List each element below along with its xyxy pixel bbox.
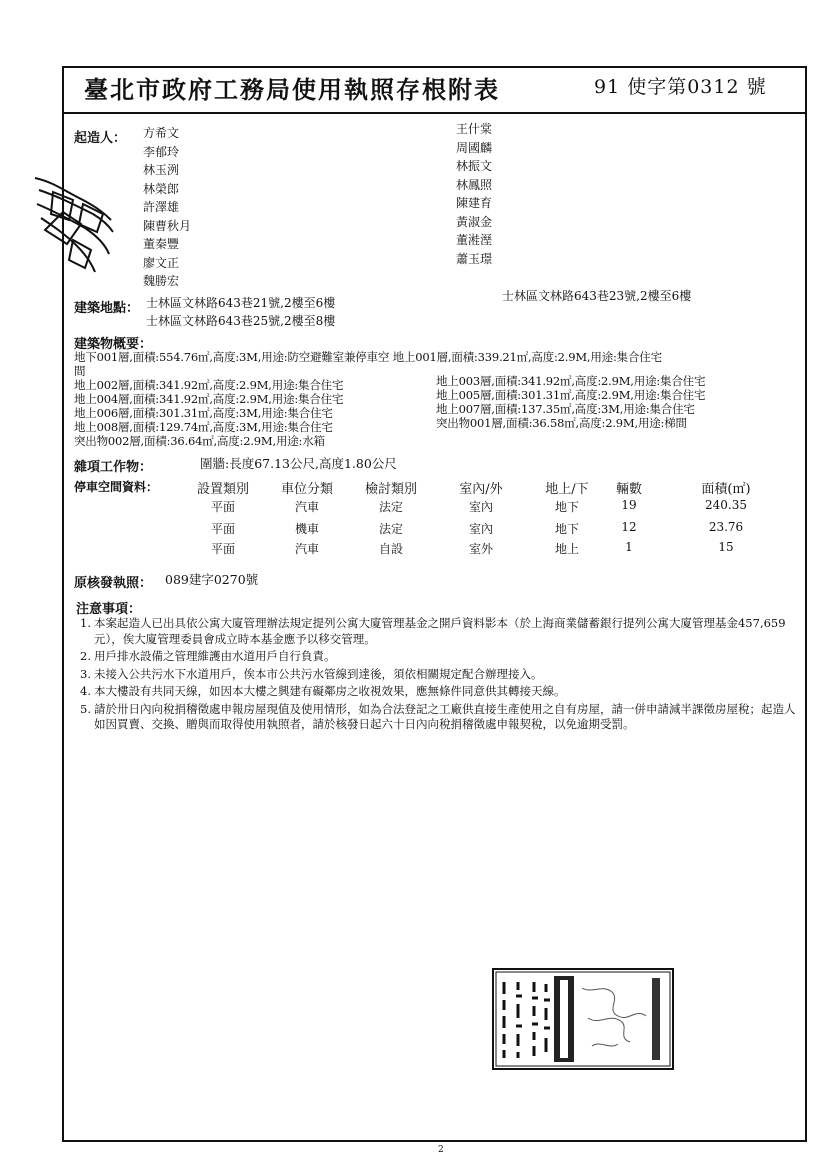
parking-cell: 汽車 [294, 500, 319, 514]
note-number: 4. [80, 684, 91, 698]
parking-cell: 平面 [210, 500, 235, 514]
misc-label: 雜項工作物： [74, 460, 153, 475]
overview-right-list [436, 374, 705, 430]
site-address: 士林區文林路643巷25號,2樓至8樓 [146, 314, 336, 328]
parking-cell: 地上 [554, 542, 579, 556]
parking-cell: 1 [625, 540, 633, 554]
site-address-right: 士林區文林路643巷23號,2樓至6樓 [502, 289, 692, 303]
floor-entry: 地上007層,面積:137.35㎡,高度:3M,用途:集合住宅 [436, 402, 695, 416]
applicant-name: 陳建育 [456, 196, 493, 210]
official-seal-stamp [492, 968, 674, 1070]
parking-cell: 機車 [294, 522, 319, 536]
parking-cell: 法定 [378, 522, 403, 536]
original-license-label: 原核發執照： [74, 576, 153, 591]
parking-cell: 平面 [210, 542, 235, 556]
applicant-name: 李郁玲 [143, 144, 180, 159]
document-number: 91 使字第0312 號 [594, 76, 767, 98]
note-item [80, 684, 796, 700]
parking-header-cell: 車位分類 [280, 482, 333, 497]
notes-list [80, 616, 796, 735]
notes-label: 注意事項： [76, 602, 142, 617]
applicant-name: 蕭玉璟 [456, 251, 493, 266]
overview-label: 建築物概要： [74, 337, 153, 352]
floor-entry: 突出物001層,面積:36.58㎡,高度:2.9M,用途:梯間 [436, 416, 687, 430]
site-address: 士林區文林路643巷21號,2樓至6樓 [146, 296, 336, 310]
parking-header-cell: 室內/外 [459, 482, 503, 497]
applicant-name: 林玉洌 [143, 163, 180, 177]
parking-cell: 19 [621, 498, 637, 512]
parking-cell: 室內 [468, 500, 493, 514]
title-divider [64, 112, 805, 114]
edge-scribble-mark [33, 170, 123, 280]
note-text: 本大樓設有共同天線，如因本大樓之興建有礙鄰房之收視效果，應無條件同意供其轉接天線。 [94, 684, 566, 698]
applicants-right-list [456, 120, 492, 268]
document-title: 臺北市政府工務局使用執照存根附表 [84, 75, 500, 104]
applicant-name: 方希文 [143, 126, 180, 140]
parking-cell: 地下 [554, 500, 579, 514]
misc-value: 圍牆:長度67.13公尺,高度1.80公尺 [200, 456, 397, 471]
parking-cell: 法定 [378, 500, 403, 514]
parking-header-cell: 設置類別 [196, 482, 249, 497]
applicant-name: 許澤雄 [143, 200, 180, 214]
applicants-left-list [143, 124, 191, 291]
floor-entry: 突出物002層,面積:36.64㎡,高度:2.9M,用途:水箱 [74, 434, 325, 448]
floor-entry: 地上003層,面積:341.92㎡,高度:2.9M,用途:集合住宅 [436, 374, 706, 388]
note-number: 2. [80, 649, 91, 663]
floor-entry: 地上002層,面積:341.92㎡,高度:2.9M,用途:集合住宅 [74, 378, 344, 392]
applicants-label: 起造人： [74, 131, 127, 146]
applicant-name: 廖文正 [143, 255, 180, 270]
site-address-list [146, 294, 335, 330]
parking-cell: 地下 [554, 522, 579, 536]
original-license-value: 089建字0270號 [165, 572, 259, 587]
applicant-name: 魏勝宏 [143, 274, 180, 288]
note-item [80, 649, 796, 665]
parking-cell: 12 [621, 520, 637, 534]
parking-header-cell: 面積(㎡) [701, 482, 751, 497]
parking-cell: 240.35 [705, 498, 747, 512]
parking-cell: 23.76 [708, 520, 744, 534]
applicant-name: 董溎溼 [456, 233, 493, 247]
applicant-name: 董秦豐 [143, 237, 180, 251]
applicant-name: 周國麟 [456, 140, 493, 155]
note-item [80, 702, 796, 733]
parking-cell: 室外 [468, 542, 493, 556]
overview-line: 地下001層,面積:554.76㎡,高度:3M,用途:防空避難室兼停車空 地上001層,面積:339.21㎡,高度:2.9M,用途:集合住宅 [74, 350, 662, 364]
overview-line-continuation: 間 [74, 364, 86, 378]
note-number: 5. [80, 701, 91, 716]
floor-entry: 地上004層,面積:341.92㎡,高度:2.9M,用途:集合住宅 [74, 392, 344, 406]
overview-left-list [74, 378, 343, 448]
note-item [80, 616, 796, 647]
note-number: 1. [80, 616, 91, 630]
parking-header-cell: 輛數 [615, 482, 642, 497]
note-text: 未接入公共污水下水道用戶，俟本市公共污水管線到達後，須依相關規定配合辦理接入。 [94, 666, 543, 681]
parking-cell: 汽車 [294, 542, 319, 556]
applicant-name: 林榮郎 [143, 181, 180, 196]
note-text: 用戶排水設備之管理維護由水道用戶自行負責。 [94, 649, 336, 663]
floor-entry: 地上008層,面積:129.74㎡,高度:3M,用途:集合住宅 [74, 420, 333, 434]
floor-entry: 地上006層,面積:301.31㎡,高度:3M,用途:集合住宅 [74, 406, 333, 420]
note-item [80, 667, 796, 683]
page-number: 2 [438, 1145, 444, 1155]
applicant-name: 王什棠 [456, 122, 493, 136]
parking-cell: 平面 [210, 522, 235, 536]
applicant-name: 黃淑金 [456, 214, 493, 229]
parking-cell: 自設 [378, 542, 403, 556]
note-text: 請於卅日內向稅捐稽徵處申報房屋現值及使用情形，如為合法登記之工廠供直接生產使用之自有房屋，請一併申請減半課徵房屋稅；起造人如因買賣、交換、贈與而取得使用執照者，請於核發日起六十日內向稅捐稽徵處申報契稅，以免逾期受罰。 [94, 701, 796, 731]
parking-cell: 15 [718, 540, 734, 554]
parking-cell: 室內 [468, 522, 493, 536]
applicant-name: 林鳳照 [456, 177, 493, 192]
note-text: 本案起造人已出具依公寓大廈管理辦法規定提列公寓大廈管理基金之開戶資料影本（於上海商業儲蓄銀行提列公寓大廈管理基金457,659元），俟大廈管理委員會成立時本基金應予以移交管理。 [94, 616, 786, 646]
applicant-name: 林振文 [456, 159, 493, 173]
parking-label: 停車空間資料： [74, 480, 159, 494]
parking-header-cell: 檢討類別 [364, 482, 417, 497]
note-number: 3. [80, 666, 91, 681]
floor-entry: 地上005層,面積:301.31㎡,高度:2.9M,用途:集合住宅 [436, 388, 706, 402]
applicant-name: 陳曹秋月 [143, 218, 192, 233]
parking-header-cell: 地上/下 [545, 482, 589, 497]
site-label: 建築地點： [74, 301, 140, 316]
